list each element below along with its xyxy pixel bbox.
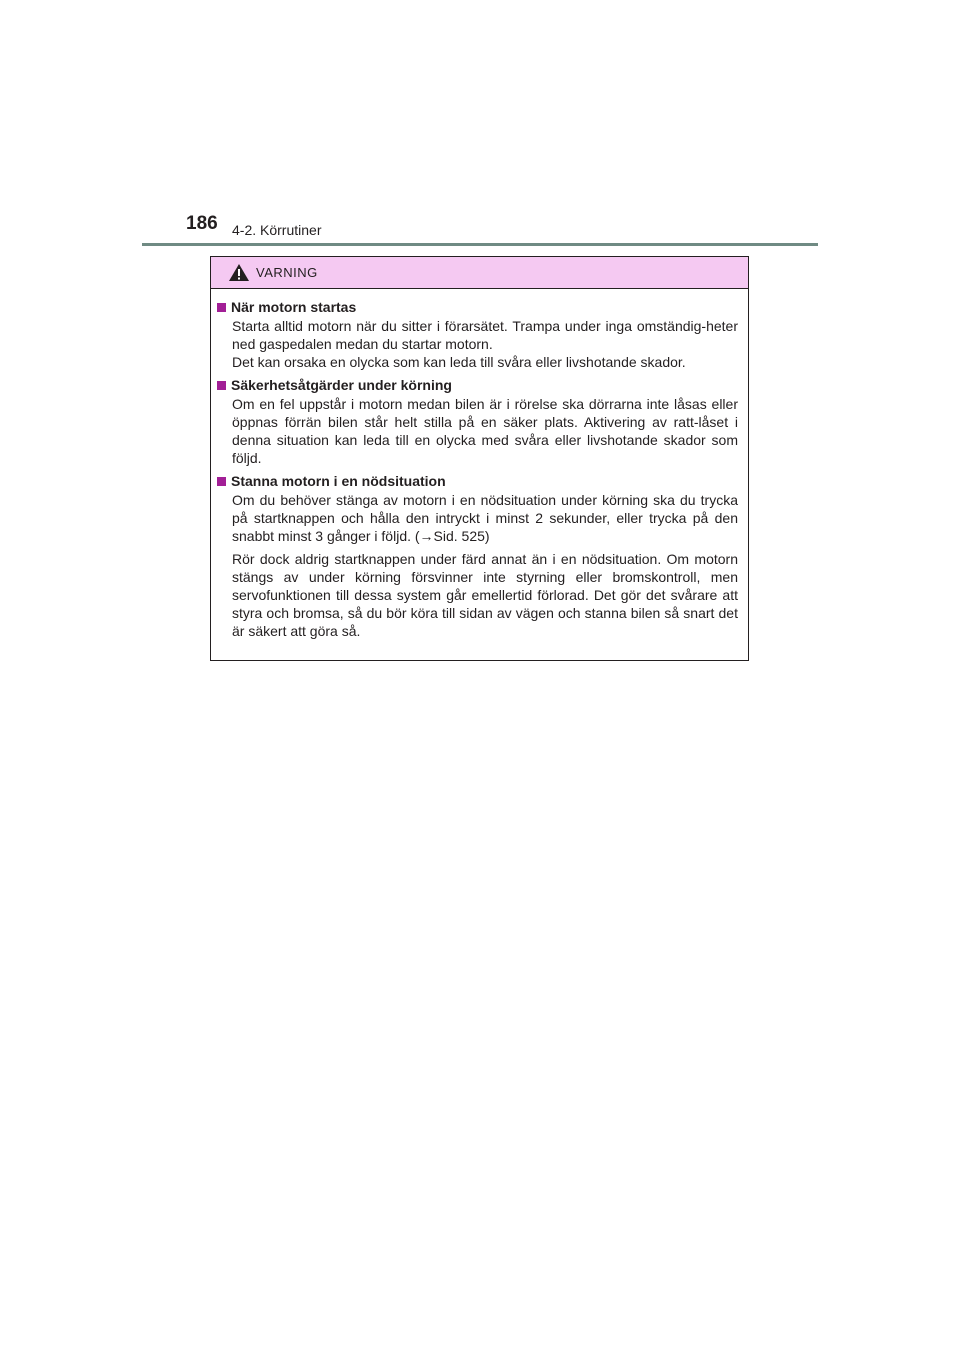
- bullet-square-icon: [217, 381, 226, 390]
- section-heading-text: När motorn startas: [231, 299, 357, 315]
- section-heading-text: Stanna motorn i en nödsituation: [231, 473, 446, 489]
- warning-body: [211, 289, 748, 640]
- bullet-square-icon: [217, 477, 226, 486]
- warning-section-driving-safety: [217, 376, 738, 467]
- section-paragraph: Rör dock aldrig startknappen under färd annat än i en nödsituation. Om motorn stängs av under körning försvinner inte styrning eller bromskontroll, men servofunktionen till dessa system går emellertid förlorad. Det gör det svårare att styra och bromsa, så du bör köra till sidan av vägen och stanna bilen så snart det är säkert att göra så.: [232, 551, 738, 639]
- header-divider: [142, 243, 818, 246]
- warning-header: [211, 257, 748, 289]
- section-heading-text: Säkerhetsåtgärder under körning: [231, 377, 452, 393]
- section-heading: [217, 376, 738, 394]
- bullet-square-icon: [217, 303, 226, 312]
- section-heading: [217, 472, 738, 490]
- section-title: 4-2. Körrutiner: [232, 222, 322, 238]
- page-number: 186: [186, 213, 218, 234]
- warning-triangle-icon: [228, 263, 250, 282]
- section-heading: [217, 298, 738, 316]
- section-paragraph: Starta alltid motorn när du sitter i förarsätet. Trampa under inga omständig-heter ned gaspedalen medan du startar motorn.: [232, 318, 738, 352]
- warning-label: VARNING: [256, 265, 318, 280]
- warning-section-emergency-stop: [217, 472, 738, 640]
- section-paragraph: Det kan orsaka en olycka som kan leda till svåra eller livshotande skador.: [232, 354, 686, 370]
- section-paragraph: Om du behöver stänga av motorn i en nödsituation under körning ska du trycka på startknappen och hålla den intryckt i minst 2 sekunder, eller trycka på den snabbt minst 3 gånger i följd. (→Sid. 525): [232, 492, 738, 544]
- warning-section-engine-start: [217, 298, 738, 371]
- section-paragraph: Om en fel uppstår i motorn medan bilen är i rörelse ska dörrarna inte låsas eller öppnas förrän bilen står helt stilla på en säker plats. Aktivering av ratt-låset i denna situation kan leda till en olycka med svåra eller livshotande skador som följd.: [232, 396, 738, 466]
- warning-box: [210, 256, 749, 661]
